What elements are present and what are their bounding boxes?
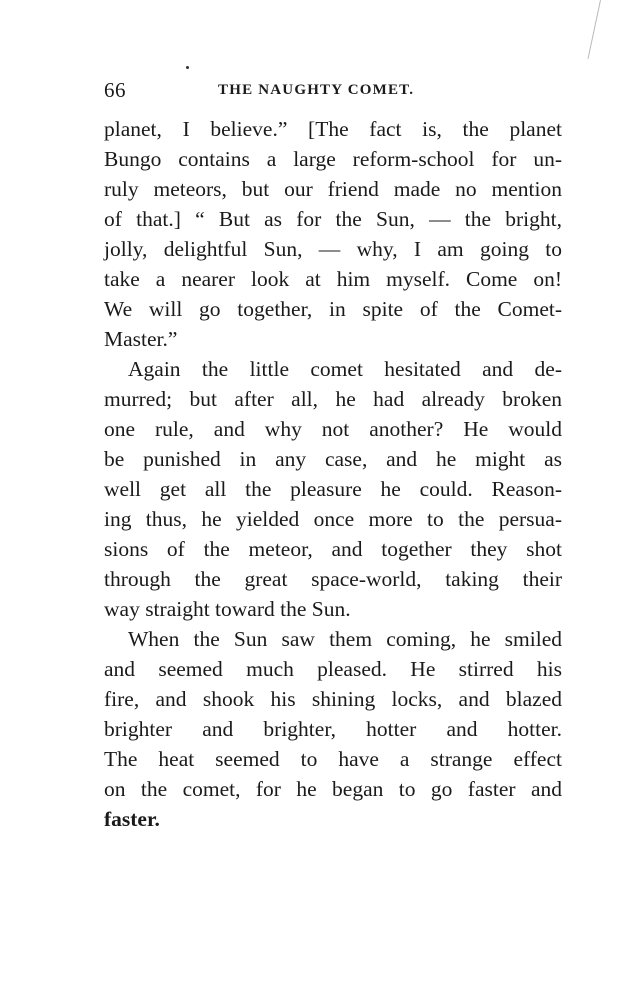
paragraph-first-line: When the Sun saw them coming, he smiled bbox=[128, 627, 562, 651]
text-line: We will go together, in spite of the Comet- bbox=[104, 297, 562, 321]
text-line: sions of the meteor, and together they shot bbox=[104, 537, 562, 561]
text-line: Bungo contains a large reform-school for un- bbox=[104, 147, 562, 171]
text-line: brighter and brighter, hotter and hotter. bbox=[104, 717, 562, 741]
text-line: one rule, and why not another? He would bbox=[104, 417, 562, 441]
text-line: be punished in any case, and he might as bbox=[104, 447, 562, 471]
page-edge-mark bbox=[588, 0, 601, 59]
text-line: murred; but after all, he had already broken bbox=[104, 387, 562, 411]
ink-speck bbox=[186, 66, 189, 69]
text-line: and seemed much pleased. He stirred his bbox=[104, 657, 562, 681]
text-line: way straight toward the Sun. bbox=[104, 597, 351, 621]
text-line: well get all the pleasure he could. Reason- bbox=[104, 477, 562, 501]
text-line: planet, I believe.” [The fact is, the planet bbox=[104, 117, 562, 141]
page-number: 66 bbox=[104, 78, 126, 102]
text-line: jolly, delightful Sun, — why, I am going to bbox=[104, 237, 562, 261]
running-title: THE NAUGHTY COMET. bbox=[218, 82, 415, 98]
text-line: ing thus, he yielded once more to the persua- bbox=[104, 507, 562, 531]
text-line: take a nearer look at him myself. Come on! bbox=[104, 267, 562, 291]
paragraph-first-line: Again the little comet hesitated and de- bbox=[128, 357, 562, 381]
text-line: Master.” bbox=[104, 327, 178, 351]
text-line: faster. bbox=[104, 807, 160, 831]
body-text bbox=[104, 114, 562, 834]
text-line: through the great space-world, taking their bbox=[104, 567, 562, 591]
running-head bbox=[104, 78, 562, 102]
text-line: fire, and shook his shining locks, and blazed bbox=[104, 687, 562, 711]
text-line: of that.] “ But as for the Sun, — the bright, bbox=[104, 207, 562, 231]
text-line: on the comet, for he began to go faster and bbox=[104, 777, 562, 801]
text-line: The heat seemed to have a strange effect bbox=[104, 747, 562, 771]
text-line: ruly meteors, but our friend made no mention bbox=[104, 177, 562, 201]
